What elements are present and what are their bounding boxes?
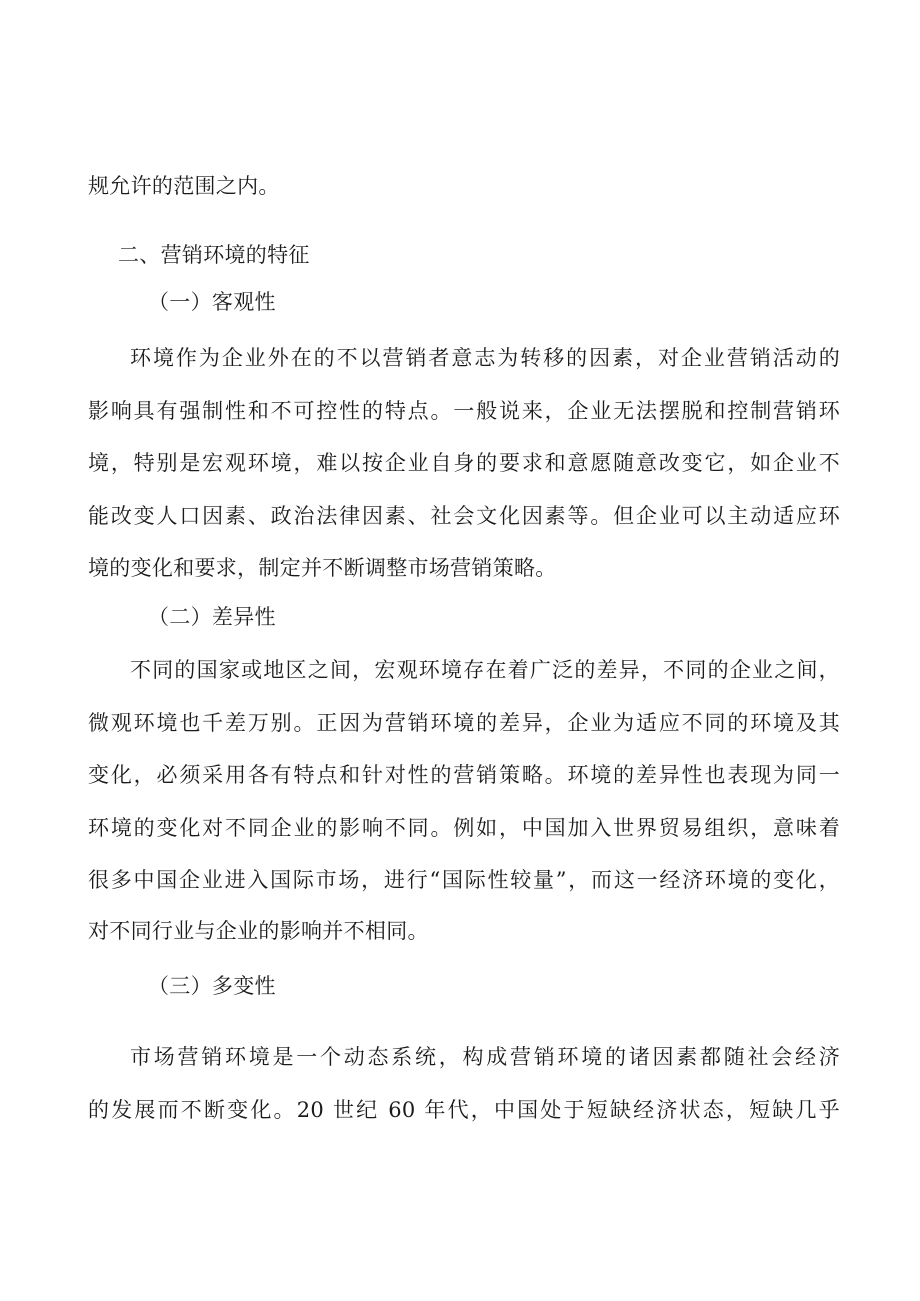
paragraph-line: 变化，必须采用各有特点和针对性的营销策略。环境的差异性也表现为同一	[88, 763, 840, 787]
paragraph-line: 能改变人口因素、政治法律因素、社会文化因素等。但企业可以主动适应环	[88, 504, 840, 528]
paragraph-line: 市场营销环境是一个动态系统，构成营销环境的诸因素都随社会经济	[130, 1045, 840, 1069]
paragraph-line: 环境的变化对不同企业的影响不同。例如，中国加入世界贸易组织，意味着	[88, 816, 840, 840]
paragraph-line: 对不同行业与企业的影响并不相同。	[88, 919, 429, 943]
paragraph-line: 很多中国企业进入国际市场，进行“国际性较量”，而这一经济环境的变化，	[88, 868, 840, 892]
subsection-heading-objectivity: （一）客观性	[148, 290, 276, 314]
continuation-text: 规允许的范围之内。	[88, 174, 280, 198]
paragraph-line: 不同的国家或地区之间，宏观环境存在着广泛的差异，不同的企业之间，	[130, 658, 840, 682]
section-heading: 二、营销环境的特征	[118, 243, 310, 267]
paragraph-line: 环境作为企业外在的不以营销者意志为转移的因素，对企业营销活动的	[130, 346, 840, 370]
paragraph-line: 影响具有强制性和不可控性的特点。一般说来，企业无法摆脱和控制营销环	[88, 399, 840, 423]
subsection-heading-difference: （二）差异性	[148, 605, 276, 629]
subsection-heading-variability: （三）多变性	[148, 974, 276, 998]
paragraph-line: 境，特别是宏观环境，难以按企业自身的要求和意愿随意改变它，如企业不	[88, 451, 840, 475]
paragraph-line: 的发展而不断变化。20 世纪 60 年代，中国处于短缺经济状态，短缺几乎	[88, 1098, 840, 1122]
paragraph-line: 微观环境也千差万别。正因为营销环境的差异，企业为适应不同的环境及其	[88, 711, 840, 735]
paragraph-line: 境的变化和要求，制定并不断调整市场营销策略。	[88, 556, 557, 580]
